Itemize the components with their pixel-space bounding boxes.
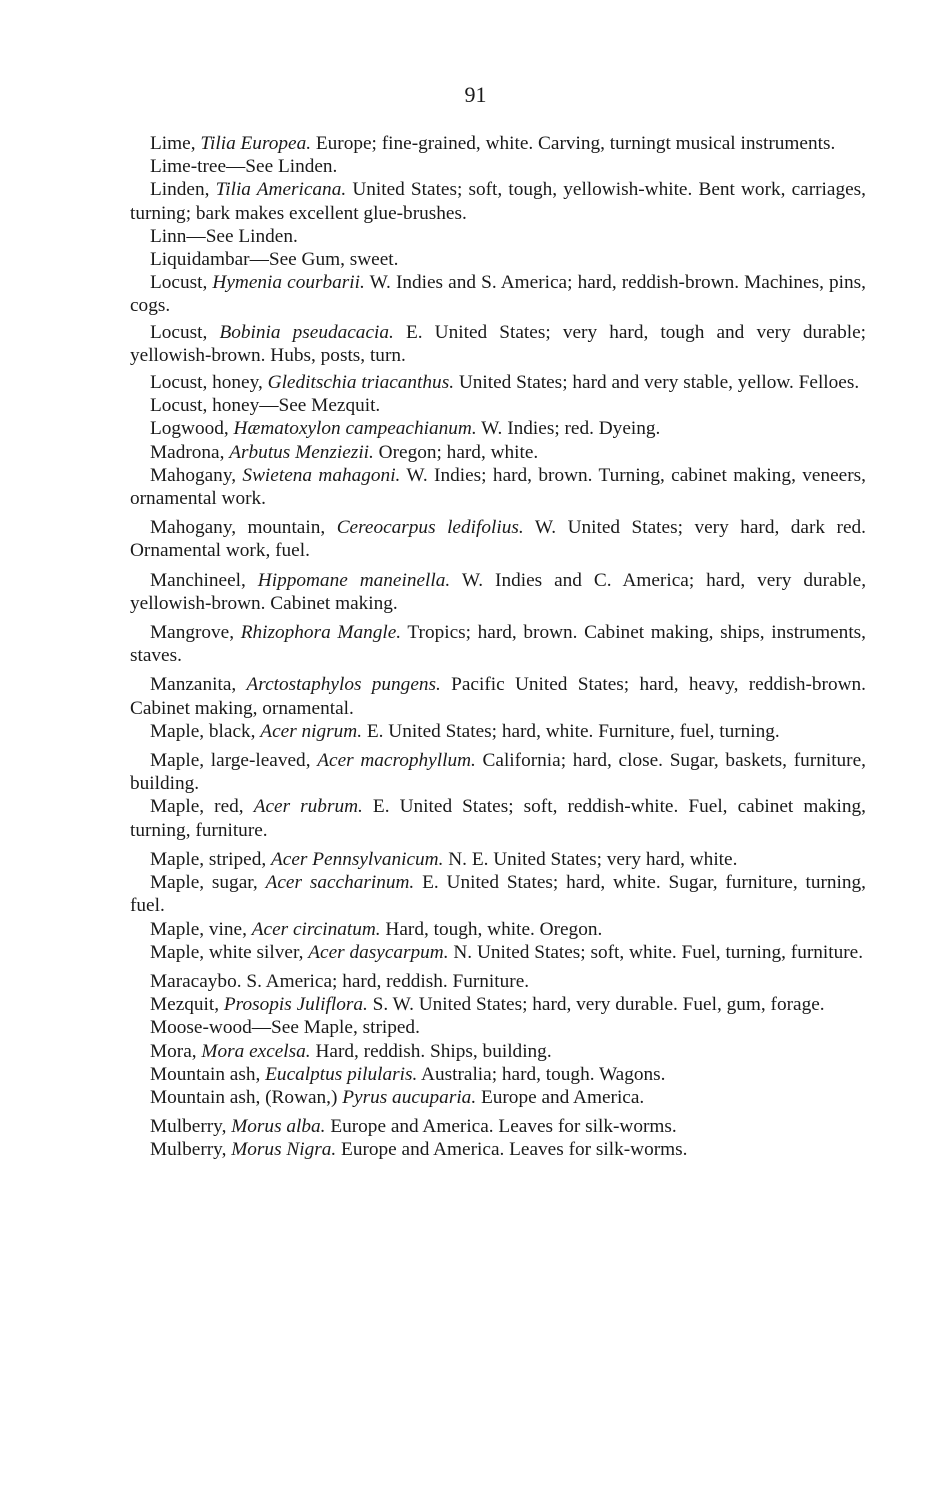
entry-maple-large-leaved: Maple, large-leaved, Acer macrophyllum. California; hard, close. Sugar, baskets, furniture, building. <box>130 750 866 795</box>
entry-mangrove: Mangrove, Rhizophora Mangle. Tropics; hard, brown. Cabinet making, ships, instruments, staves. <box>130 622 867 667</box>
entry-locust-hymenia: Locust, Hymenia courbarii. W. Indies and S. America; hard, reddish-brown. Machines, pins, cogs. <box>130 272 867 317</box>
entry-maple-black: Maple, black, Acer nigrum. E. United States; hard, white. Furniture, fuel, turning. <box>150 720 780 742</box>
entry-mahogany-mountain: Mahogany, mountain, Cereocarpus ledifolius. W. United States; very hard, dark red. Ornamental work, fuel. <box>130 517 866 562</box>
entry-locust-bobinia: Locust, Bobinia pseudacacia. E. United States; very hard, tough and very durable; yellowish-brown. Hubs, posts, turn. <box>130 322 867 367</box>
entry-manchineel: Manchineel, Hippomane maneinella. W. Indies and C. America; hard, very durable, yellowish-brown. Cabinet making. <box>130 569 867 614</box>
entry-linn: Linn—See Linden. <box>150 225 298 247</box>
entry-moose-wood: Moose-wood—See Maple, striped. <box>150 1017 420 1039</box>
entry-mulberry-nigra: Mulberry, Morus Nigra. Europe and America. Leaves for silk-worms. <box>150 1139 688 1161</box>
entry-maple-white-silver: Maple, white silver, Acer dasycarpum. N. United States; soft, white. Fuel, turning, furniture. <box>150 941 864 963</box>
entry-mulberry-alba: Mulberry, Morus alba. Europe and America. Leaves for silk-worms. <box>150 1116 677 1138</box>
entry-mahogany: Mahogany, Swietena mahagoni. W. Indies; hard, brown. Turning, cabinet making, veneers, ornamental work. <box>130 464 866 510</box>
entry-manzanita: Manzanita, Arctostaphylos pungens. Pacific United States; hard, heavy, reddish-brown. Cabinet making, ornamental. <box>130 674 866 719</box>
entry-lime-tree: Lime-tree—See Linden. <box>150 156 338 178</box>
page-number: 91 <box>464 82 487 107</box>
entry-locust-honey-see: Locust, honey—See Mezquit. <box>150 395 381 417</box>
entry-maple-striped: Maple, striped, Acer Pennsylvanicum. N. E. United States; very hard, white. <box>150 848 738 870</box>
entry-mountain-ash-eucalyptus: Mountain ash, Eucalptus pilularis. Australia; hard, tough. Wagons. <box>150 1063 666 1085</box>
entry-linden: Linden, Tilia Americana. United States; soft, tough, yellowish-white. Bent work, carriages, turning; bark makes excellent glue-brushes. <box>130 179 866 224</box>
entry-maple-sugar: Maple, sugar, Acer saccharinum. E. United States; hard, white. Sugar, furniture, turning, fuel. <box>130 872 867 917</box>
entry-locust-honey: Locust, honey, Gleditschia triacanthus. United States; hard and very stable, yellow. Felloes. <box>150 372 860 394</box>
entry-mezquit: Mezquit, Prosopis Juliflora. S. W. United States; hard, very durable. Fuel, gum, forage. <box>150 994 825 1016</box>
entry-liquidambar: Liquidambar—See Gum, sweet. <box>150 249 399 271</box>
entry-maracaybo: Maracaybo. S. America; hard, reddish. Furniture. <box>150 970 530 992</box>
entry-madrona: Madrona, Arbutus Menziezii. Oregon; hard, white. <box>150 441 539 463</box>
entry-mora: Mora, Mora excelsa. Hard, reddish. Ships, building. <box>150 1040 552 1062</box>
entry-maple-vine: Maple, vine, Acer circinatum. Hard, tough, white. Oregon. <box>150 918 603 940</box>
entry-maple-red: Maple, red, Acer rubrum. E. United States; soft, reddish-white. Fuel, cabinet making, turning, furniture. <box>130 796 866 841</box>
wood-entries-list <box>130 132 866 1162</box>
entry-lime: Lime, Tilia Europea. Europe; fine-grained, white. Carving, turningt musical instruments. <box>150 133 836 154</box>
entry-logwood: Logwood, Hæmatoxylon campeachianum. W. Indies; red. Dyeing. <box>150 418 661 440</box>
entry-mountain-ash-rowan: Mountain ash, (Rowan,) Pyrus aucuparia. Europe and America. <box>150 1086 645 1108</box>
